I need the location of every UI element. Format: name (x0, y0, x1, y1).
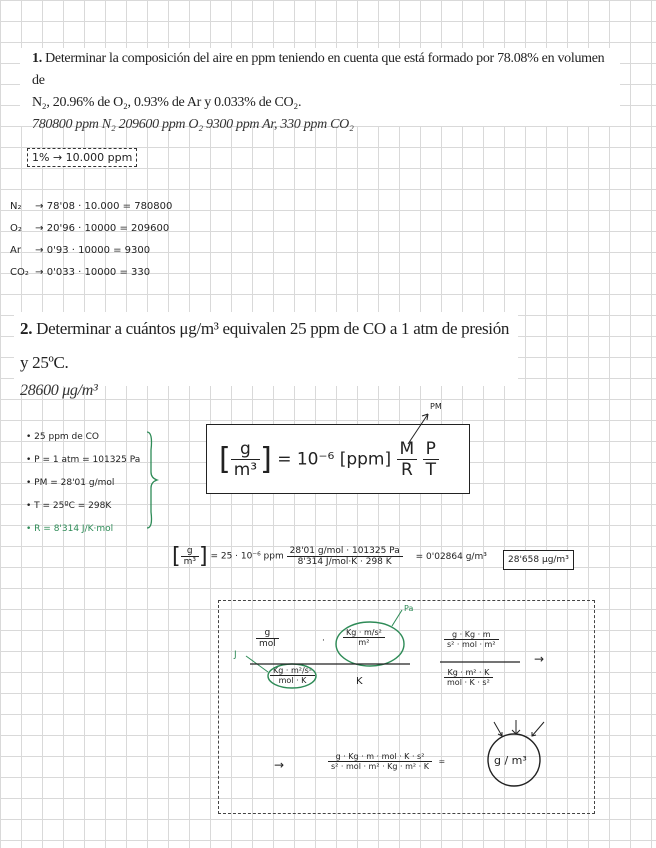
problem2-text: Determinar a cuántos μg/m³ equivalen 25 ppm de CO a 1 atm de presión y 25ºC. (20, 319, 510, 372)
unit-f1: $\frac{g}{\text{mol}}$ (256, 628, 279, 649)
formula-content: [ $\frac{g}{\text{m³}}$ ] = 10⁻⁶ [ppm] $\frac{M}{R}$ $\frac{P}{T}$ (219, 439, 439, 480)
work1-row-ar: Ar → 0'93 · 10000 = 9300 (10, 245, 151, 256)
calc-lhs-den: m³ (183, 557, 196, 567)
data-list-brace (147, 432, 157, 528)
unit-dot: · (322, 636, 325, 646)
data-item: • PM = 28'01 g/mol (26, 478, 115, 488)
problem2-answer: 28600 μg/m³ (20, 382, 98, 399)
calc-result: = 0'02864 g/m³ (415, 551, 487, 562)
formula-p: P (423, 439, 439, 460)
j-ellipse (268, 664, 316, 688)
unit-r1-b: $\frac{\text{Kg · m² · K}}{\text{mol · K · s²}}$ (444, 668, 493, 687)
unit-f3: $\frac{\text{Kg · m²/s²}}{\text{mol · K}}$ (270, 666, 315, 685)
problem1-answer: 780800 ppm N₂ 209600 ppm O₂ 9300 ppm Ar, 330 ppm CO₂ (32, 117, 354, 132)
formula-bracket-num: g (231, 439, 260, 460)
calc-line: [ $\frac{g}{\text{m³}}$ ] = 25 · 10⁻⁶ ppm $\frac{\text{28'01 g/mol · 101325 Pa}}{\text{8'314 J/mol·K · 298 K}}$ = 0'02864 g/m³ (172, 544, 487, 569)
data-item: • 25 ppm de CO (26, 432, 100, 442)
conversion-note: 1% → 10.000 ppm (27, 148, 137, 167)
pm-label: PM (430, 402, 442, 411)
calc-lhs-num: g (181, 546, 199, 557)
j-label: J (234, 650, 237, 660)
problem2-number: 2. (20, 319, 33, 338)
unit-f2: $\frac{\text{Kg · m/s²}}{\text{m²}}$ (343, 628, 385, 647)
formula-m: M (397, 439, 418, 460)
work1-row-n2: N₂ → 78'08 · 10.000 = 780800 (10, 201, 173, 212)
work1-row-co2: CO₂ → 0'033 · 10000 = 330 (10, 267, 151, 278)
unit-k: K (356, 676, 363, 687)
formula-t: T (425, 460, 436, 480)
unit-arrow-1: → (534, 652, 545, 666)
formula-eq: = 10⁻⁶ [ppm] (277, 449, 392, 470)
formula-bracket-den: m³ (233, 460, 258, 480)
data-item: • T = 25ºC = 298K (26, 501, 112, 511)
calc-den: 8'314 J/mol·K · 298 K (297, 557, 392, 567)
pa-label: Pa (404, 604, 414, 613)
problem1-text-a: Determinar la composición del aire en ppm teniendo en cuenta que está formado por 78.08% en volumen de (32, 51, 605, 88)
unit-r1: $\frac{g \cdot Kg \cdot m}{\text{s² · mol · m²}}$ (444, 630, 499, 649)
unit-arrow-2: → (274, 758, 285, 772)
problem1-number: 1. (32, 51, 42, 66)
final-circle (488, 734, 540, 786)
calc-num: 28'01 g/mol · 101325 Pa (287, 546, 403, 557)
unit-final-result: g / m³ (494, 754, 527, 767)
problem1-text-b: N₂, 20.96% de O₂, 0.93% de Ar y 0.033% de CO₂. (32, 95, 302, 110)
pm-arrow (408, 414, 428, 444)
data-item: • R = 8'314 J/K·mol (26, 524, 114, 534)
formula-r: R (400, 460, 413, 480)
work1-row-o2: O₂ → 20'96 · 10000 = 209600 (10, 223, 170, 234)
calc-result-boxed: 28'658 μg/m³ (503, 550, 574, 570)
data-item: • P = 1 atm = 101325 Pa (26, 455, 141, 465)
unit-final: $\frac{\text{g · Kg · m · mol · K · s²}}{\text{s² · mol · m² · Kg · m² · K}}$ = (328, 752, 445, 771)
calc-eq: = 25 · 10⁻⁶ ppm (210, 551, 284, 562)
pa-ellipse (336, 622, 404, 666)
